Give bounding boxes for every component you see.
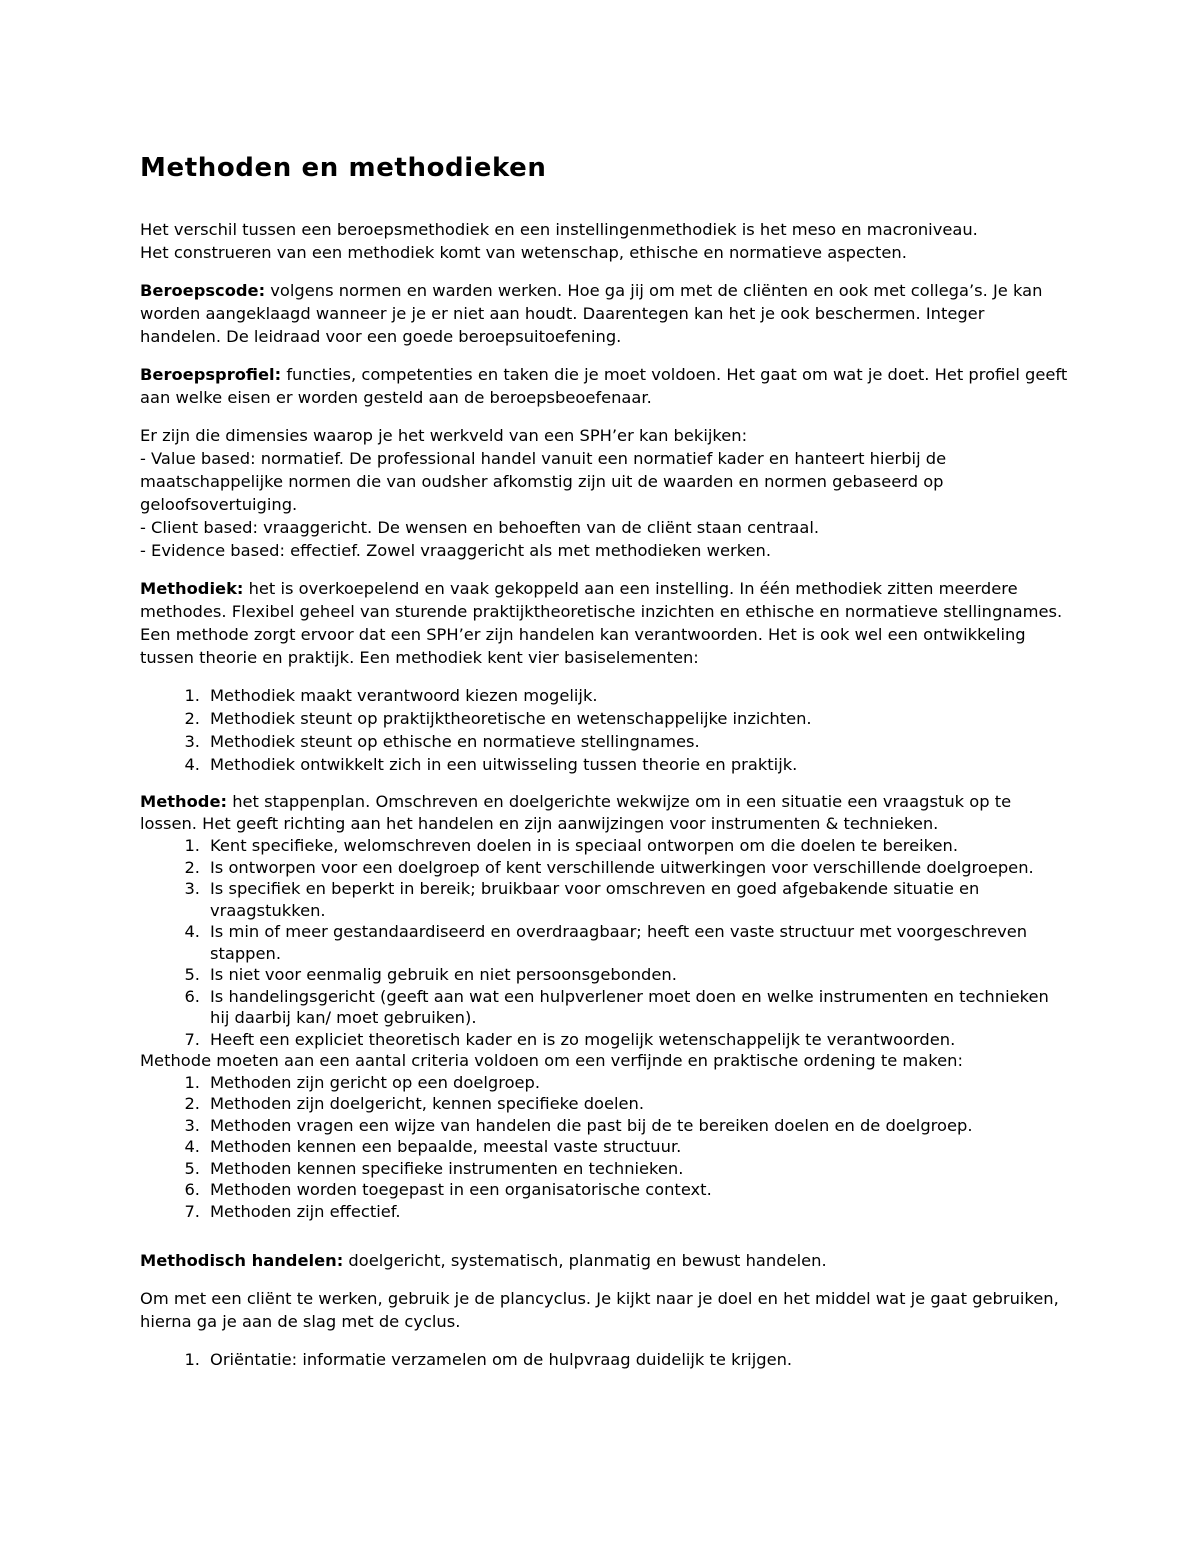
criteria-intro: Methode moeten aan een aantal criteria voldoen om een verfijnde en praktische ordening te maken: (140, 1051, 963, 1070)
beroepscode-paragraph (140, 279, 1070, 348)
list-item: 4. Methoden kennen een bepaalde, meestal vaste structuur. (184, 1137, 682, 1156)
methodiek-list (140, 684, 1070, 776)
dimensie-item: - Value based: normatief. De professional handel vanuit een normatief kader en hanteert hierbij de maatschappelijke normen die van oudsher afkomstig zijn uit de waarden en normen gebaseerd op geloofsovertuiging. (140, 449, 947, 514)
list-item: 7. Methoden zijn effectief. (184, 1201, 401, 1221)
intro-paragraph (140, 218, 1070, 264)
list-item: 5. Is niet voor eenmalig gebruik en niet persoonsgebonden. (184, 965, 677, 984)
dimensie-item: - Client based: vraaggericht. De wensen en behoeften van de cliënt staan centraal. (140, 518, 820, 537)
methode-list (140, 835, 1070, 1050)
list-item: 1. Methoden zijn gericht op een doelgroep. (184, 1072, 541, 1092)
methodiek-text: het is overkoepelend en vaak gekoppeld aan een instelling. In één methodiek zitten meerdere methodes. Flexibel geheel van sturende praktijktheoretische inzichten en ethische en normatieve stellingnames. Een methode zorgt ervoor dat een SPH’er zijn handelen kan verantwoorden. Het is ook wel een ontwikkeling tussen theorie en praktijk. Een methodiek kent vier basiselementen: (140, 579, 1063, 667)
beroepsprofiel-paragraph (140, 363, 1070, 409)
plancyclus-list (140, 1348, 1070, 1371)
beroepsprofiel-term: Beroepsprofiel: (140, 365, 282, 384)
list-item: 1. Kent specifieke, welomschreven doelen in is speciaal ontworpen om die doelen te bereiken. (184, 836, 959, 855)
plancyclus-paragraph: Om met een cliënt te werken, gebruik je de plancyclus. Je kijkt naar je doel en het middel wat je gaat gebruiken, hierna ga je aan de slag met de cyclus. (140, 1289, 1059, 1331)
intro-line-2: Het construeren van een methodiek komt van wetenschap, ethische en normatieve aspecten. (140, 243, 907, 262)
list-item: 3. Methoden vragen een wijze van handelen die past bij de te bereiken doelen en de doelgroep. (184, 1115, 973, 1135)
methode-term: Methode: (140, 792, 228, 811)
list-item: 6. Methoden worden toegepast in een organisatorische context. (184, 1180, 712, 1199)
intro-line-1: Het verschil tussen een beroepsmethodiek en een instellingenmethodiek is het meso en macroniveau. (140, 220, 978, 239)
list-item: 4. Methodiek ontwikkelt zich in een uitwisseling tussen theorie en praktijk. (184, 755, 798, 774)
list-item: 2. Methodiek steunt op praktijktheoretische en wetenschappelijke inzichten. (184, 709, 812, 728)
dimensie-item: - Evidence based: effectief. Zowel vraaggericht als met methodieken werken. (140, 541, 772, 560)
methodiek-paragraph (140, 577, 1070, 669)
beroepscode-term: Beroepscode: (140, 281, 266, 300)
criteria-list (140, 1072, 1070, 1223)
list-item: 6. Is handelingsgericht (geeft aan wat een hulpverlener moet doen en welke instrumenten en technieken hij daarbij kan/ moet gebruiken). (184, 986, 1049, 1027)
list-item: 1. Methodiek maakt verantwoord kiezen mogelijk. (184, 686, 598, 705)
list-item: 1. Oriëntatie: informatie verzamelen om de hulpvraag duidelijk te krijgen. (184, 1350, 793, 1369)
dimensies-intro: Er zijn die dimensies waarop je het werkveld van een SPH’er kan bekijken: (140, 426, 748, 445)
methodiek-term: Methodiek: (140, 579, 244, 598)
list-item: 5. Methoden kennen specifieke instrumenten en technieken. (184, 1158, 684, 1178)
list-item: 7. Heeft een expliciet theoretisch kader en is zo mogelijk wetenschappelijk te verantwoorden. (184, 1029, 956, 1049)
methodisch-term: Methodisch handelen: (140, 1251, 344, 1270)
list-item: 2. Is ontworpen voor een doelgroep of kent verschillende uitwerkingen voor verschillende doelgroepen. (184, 857, 1034, 877)
list-item: 3. Is specifiek en beperkt in bereik; bruikbaar voor omschreven en goed afgebakende situatie en vraagstukken. (184, 879, 980, 920)
page-title: Methoden en methodieken (140, 153, 547, 183)
document-page (140, 150, 1070, 1371)
beroepsprofiel-text: functies, competenties en taken die je moet voldoen. Het gaat om wat je doet. Het profiel geeft aan welke eisen er worden gesteld aan de beroepsbeoefenaar. (140, 365, 1068, 407)
beroepscode-text: volgens normen en warden werken. Hoe ga jij om met de cliënten en ook met collega’s. Je kan worden aangeklaagd wanneer je je er niet aan houdt. Daarentegen kan het je ook beschermen. Integer handelen. De leidraad voor een goede beroepsuitoefening. (140, 281, 1043, 346)
methode-paragraph (140, 791, 1070, 835)
methodisch-text: doelgericht, systematisch, planmatig en bewust handelen. (343, 1251, 827, 1270)
list-item: 4. Is min of meer gestandaardiseerd en overdraagbaar; heeft een vaste structuur met voorgeschreven stappen. (184, 922, 1028, 963)
list-item: 2. Methoden zijn doelgericht, kennen specifieke doelen. (184, 1094, 645, 1113)
methodisch-paragraph (140, 1249, 1070, 1272)
dimensies-paragraph (140, 424, 1070, 562)
methode-text: het stappenplan. Omschreven en doelgerichte wekwijze om in een situatie een vraagstuk op te lossen. Het geeft richting aan het handelen en zijn aanwijzingen voor instrumenten & technieken. (140, 792, 1012, 833)
list-item: 3. Methodiek steunt op ethische en normatieve stellingnames. (184, 732, 700, 751)
